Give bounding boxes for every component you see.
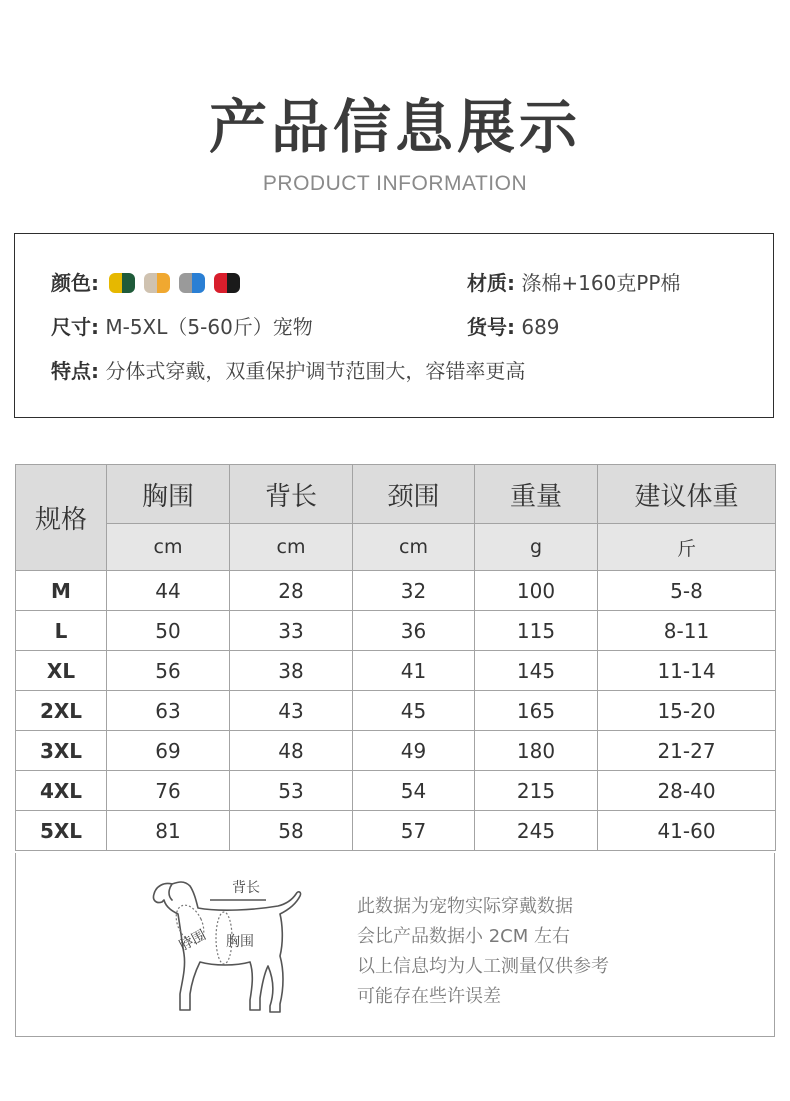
table-cell: 57 bbox=[353, 811, 475, 851]
table-cell: 41 bbox=[353, 651, 475, 691]
color-swatch-half bbox=[144, 273, 157, 293]
material-label: 材质: bbox=[467, 271, 515, 295]
color-swatch-yellow-green bbox=[109, 273, 135, 293]
spec-header: 规格 bbox=[16, 465, 107, 571]
table-cell: 180 bbox=[475, 731, 598, 771]
table-cell: 215 bbox=[475, 771, 598, 811]
size-label: 尺寸: bbox=[51, 315, 99, 339]
table-cell: 54 bbox=[353, 771, 475, 811]
table-cell: 43 bbox=[230, 691, 353, 731]
table-cell: 41-60 bbox=[598, 811, 776, 851]
size-cell: XL bbox=[16, 651, 107, 691]
table-row bbox=[16, 691, 776, 731]
table-cell: 15-20 bbox=[598, 691, 776, 731]
table-cell: 145 bbox=[475, 651, 598, 691]
table-cell: 48 bbox=[230, 731, 353, 771]
chest-label: 胸围 bbox=[226, 934, 254, 950]
color-swatch-half bbox=[157, 273, 170, 293]
material-row bbox=[467, 270, 680, 296]
color-swatch-red-black bbox=[214, 273, 240, 293]
table-cell: 69 bbox=[107, 731, 230, 771]
table-cell: 21-27 bbox=[598, 731, 776, 771]
table-cell: 49 bbox=[353, 731, 475, 771]
page-title: 产品信息展示 bbox=[208, 93, 581, 161]
color-swatch-half bbox=[214, 273, 227, 293]
table-row bbox=[16, 651, 776, 691]
size-cell: 2XL bbox=[16, 691, 107, 731]
column-unit: cm bbox=[353, 524, 475, 571]
table-unit-row bbox=[16, 524, 776, 571]
feature-label: 特点: bbox=[51, 359, 99, 383]
page-subtitle: PRODUCT INFORMATION bbox=[262, 172, 528, 195]
size-row bbox=[51, 314, 313, 340]
color-label: 颜色: bbox=[51, 271, 99, 295]
table-cell: 32 bbox=[353, 571, 475, 611]
table-cell: 50 bbox=[107, 611, 230, 651]
table-header-row bbox=[16, 465, 776, 524]
feature-value: 分体式穿戴，双重保护调节范围大，容错率更高 bbox=[105, 359, 526, 383]
table-cell: 245 bbox=[475, 811, 598, 851]
table-cell: 76 bbox=[107, 771, 230, 811]
size-value: M-5XL（5-60斤）宠物 bbox=[105, 315, 313, 339]
table-row bbox=[16, 731, 776, 771]
column-header: 背长 bbox=[230, 465, 353, 524]
table-cell: 115 bbox=[475, 611, 598, 651]
table-cell: 100 bbox=[475, 571, 598, 611]
table-cell: 81 bbox=[107, 811, 230, 851]
table-row bbox=[16, 771, 776, 811]
table-cell: 5-8 bbox=[598, 571, 776, 611]
size-cell: M bbox=[16, 571, 107, 611]
table-cell: 63 bbox=[107, 691, 230, 731]
sku-label: 货号: bbox=[467, 315, 515, 339]
column-unit: cm bbox=[107, 524, 230, 571]
color-row bbox=[51, 270, 240, 296]
material-value: 涤棉+160克PP棉 bbox=[521, 271, 681, 295]
table-row bbox=[16, 611, 776, 651]
dog-measurement-diagram bbox=[150, 870, 320, 1020]
note-line-4: 可能存在些许误差 bbox=[357, 986, 501, 1007]
color-swatch-half bbox=[109, 273, 122, 293]
table-cell: 53 bbox=[230, 771, 353, 811]
table-cell: 58 bbox=[230, 811, 353, 851]
table-cell: 165 bbox=[475, 691, 598, 731]
size-cell: 4XL bbox=[16, 771, 107, 811]
table-cell: 36 bbox=[353, 611, 475, 651]
color-swatch-half bbox=[179, 273, 192, 293]
column-header: 颈围 bbox=[353, 465, 475, 524]
color-swatch-half bbox=[227, 273, 240, 293]
sku-row bbox=[467, 314, 560, 340]
column-header: 重量 bbox=[475, 465, 598, 524]
neck-label: 脖围 bbox=[176, 927, 209, 955]
table-row bbox=[16, 811, 776, 851]
table-cell: 33 bbox=[230, 611, 353, 651]
table-cell: 8-11 bbox=[598, 611, 776, 651]
column-header: 胸围 bbox=[107, 465, 230, 524]
table-cell: 44 bbox=[107, 571, 230, 611]
table-cell: 28-40 bbox=[598, 771, 776, 811]
color-swatch-half bbox=[192, 273, 205, 293]
feature-row bbox=[51, 358, 525, 384]
column-header: 建议体重 bbox=[598, 465, 776, 524]
size-cell: L bbox=[16, 611, 107, 651]
color-swatches bbox=[109, 273, 240, 293]
color-swatch-beige-orange bbox=[144, 273, 170, 293]
table-row bbox=[16, 571, 776, 611]
column-unit: cm bbox=[230, 524, 353, 571]
table-cell: 45 bbox=[353, 691, 475, 731]
size-cell: 5XL bbox=[16, 811, 107, 851]
table-cell: 11-14 bbox=[598, 651, 776, 691]
note-line-3: 以上信息均为人工测量仅供参考 bbox=[357, 956, 609, 977]
color-swatch-half bbox=[122, 273, 135, 293]
table-cell: 56 bbox=[107, 651, 230, 691]
size-cell: 3XL bbox=[16, 731, 107, 771]
table-cell: 38 bbox=[230, 651, 353, 691]
column-unit: 斤 bbox=[598, 524, 776, 571]
sku-value: 689 bbox=[521, 315, 560, 339]
note-line-2: 会比产品数据小 2CM 左右 bbox=[357, 926, 570, 947]
table-cell: 28 bbox=[230, 571, 353, 611]
back-length-label: 背长 bbox=[232, 880, 260, 896]
product-info-box bbox=[14, 233, 774, 418]
color-swatch-gray-blue bbox=[179, 273, 205, 293]
note-line-1: 此数据为宠物实际穿戴数据 bbox=[357, 896, 573, 917]
column-unit: g bbox=[475, 524, 598, 571]
size-table bbox=[15, 464, 776, 851]
